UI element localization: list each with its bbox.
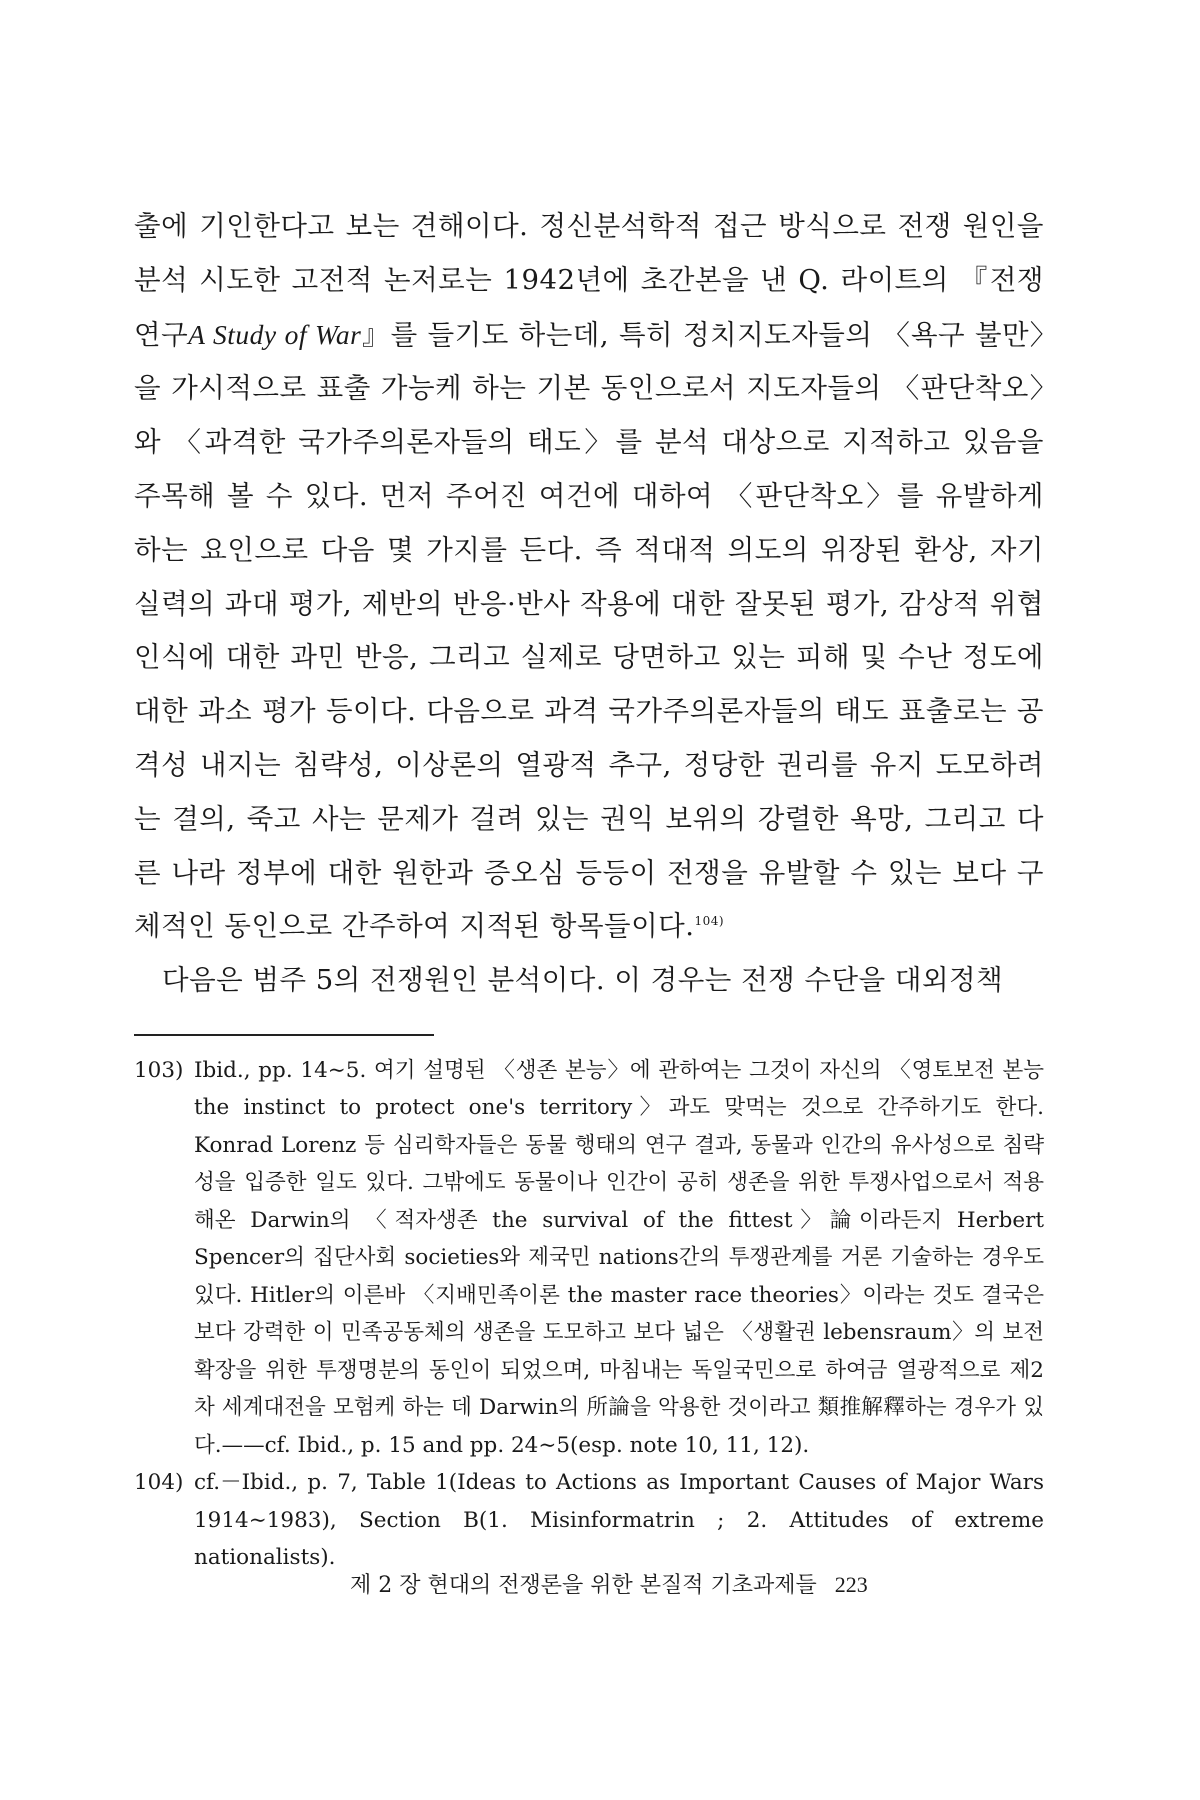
paragraph-1-text-b: 』를 들기도 하는데, 특히 정치지도자들의 〈욕구 불만〉을 가시적으로 표출 가능케 하는 기본 동인으로서 지도자들의 〈판단착오〉와 〈과격한 국가주의론자들의 태도〉를 분석 대상으로 지적하고 있음을 주목해 볼 수 있다. 먼저 주어진 여건에 대하여 〈판단착오〉를 유발하게 하는 요인으로 다음 몇 가지를 든다. 즉 적대적 의도의 위장된 환상, 자기 실력의 과대 평가, 제반의 반응·반사 작용에 대한 잘못된 평가, 감상적 위협 인식에 대한 과민 반응, 그리고 실제로 당면하고 있는 피해 및 수난 정도에 대한 과소 평가 등이다. 다음으로 과격 국가주의론자들의 태도 표출로는 공격성 내지는 침략성, 이상론의 열광적 추구, 정당한 권리를 유지 도모하려는 결의, 죽고 사는 문제가 걸려 있는 권익 보위의 강렬한 욕망, 그리고 다른 나라 정부에 대한 원한과 증오심 등등이 전쟁을 유발할 수 있는 보다 구체적인 동인으로 간주하여 지적된 항목들이다. — [134, 318, 1044, 943]
chapter-title: 제 2 장 현대의 전쟁론을 위한 본질적 기초과제들 — [350, 1573, 817, 1598]
paragraph-1-text-a: 출에 기인한다고 보는 견해이다. 정신분석학적 접근 방식으로 전쟁 원인을 분석 시도한 고전적 논저로는 1942년에 초간본을 낸 Q. 라이트의 『전쟁 연구 — [134, 210, 1044, 351]
footnote-103 — [134, 1052, 1044, 1465]
footnote-number: 103) — [134, 1057, 184, 1083]
body-text — [134, 200, 1044, 1008]
footnotes — [134, 1052, 1044, 1577]
footnote-text: cf.－Ibid., p. 7, Table 1(Ideas to Actions as Important Causes of Major Wars 1914∼1983), Section B(1. Misinformatrin ; 2. Attitudes of extreme nationalists). — [194, 1470, 1044, 1571]
page-number: 223 — [834, 1572, 868, 1597]
book-title: A Study of War — [188, 318, 362, 350]
running-footer — [350, 1568, 1044, 1599]
page-content — [134, 200, 1044, 1577]
paragraph-1 — [134, 200, 1044, 954]
footnote-104 — [134, 1464, 1044, 1577]
footnote-text: Ibid., pp. 14∼5. 여기 설명된 〈생존 본능〉에 관하여는 그것이 자신의 〈영토보전 본능 the instinct to protect one's territory〉과도 맞먹는 것으로 간주하기도 한다. Konrad Lorenz 등 심리학자들은 동물 행태의 연구 결과, 동물과 인간의 유사성으로 침략성을 입증한 일도 있다. 그밖에도 동물이나 인간이 공히 생존을 위한 투쟁사업으로서 적용해온 Darwin의 〈적자생존 the survival of the fittest〉論이라든지 Herbert Spencer의 집단사회 societies와 제국민 nations간의 투쟁관계를 거론 기술하는 경우도 있다. Hitler의 이른바 〈지배민족이론 the master race theories〉이라는 것도 결국은 보다 강력한 이 민족공동체의 생존을 도모하고 보다 넓은 〈생활권 lebensraum〉의 보전 확장을 위한 투쟁명분의 동인이 되었으며, 마침내는 독일국민으로 하여금 열광적으로 제2차 세계대전을 모험케 하는 데 Darwin의 所論을 악용한 것이라고 類推解釋하는 경우가 있다.——cf. Ibid., p. 15 and pp. 24∼5(esp. note 10, 11, 12). — [194, 1057, 1044, 1458]
footnote-ref-104: 104) — [694, 914, 725, 929]
paragraph-2: 다음은 범주 5의 전쟁원인 분석이다. 이 경우는 전쟁 수단을 대외정책 — [162, 964, 1004, 997]
footnote-divider — [134, 1034, 434, 1036]
footnote-number: 104) — [134, 1470, 184, 1496]
